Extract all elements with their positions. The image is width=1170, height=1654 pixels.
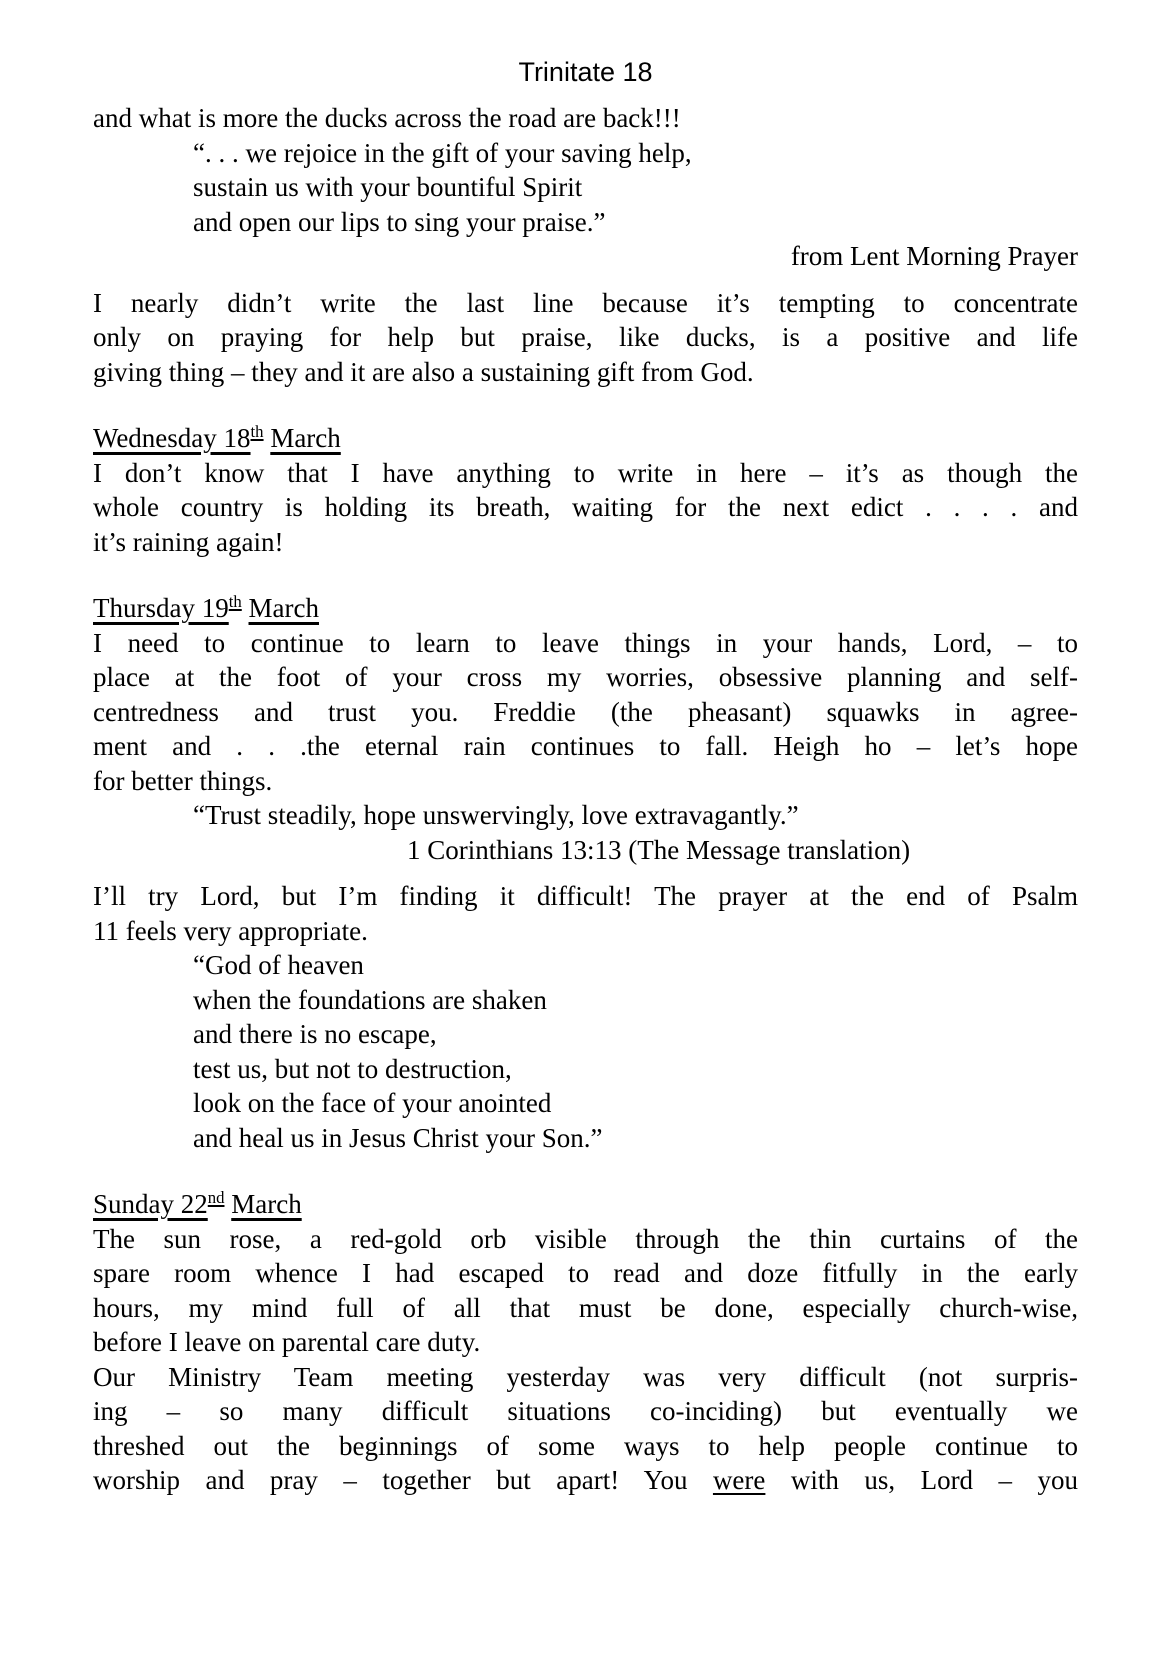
heading-text: March — [270, 423, 341, 453]
text-line: and what is more the ducks across the road are back!!! — [93, 103, 681, 133]
text-line: and heal us in Jesus Christ your Son.” — [193, 1122, 603, 1153]
text-line: I’ll try Lord, but I’m finding it difficult! The prayer at the end of Psalm — [93, 881, 1078, 911]
text-line: ing – so many difficult situations co-inciding) but eventually we — [93, 1396, 1078, 1426]
heading-text: Thursday 19 — [93, 593, 229, 623]
date-heading — [93, 585, 1078, 626]
paragraph — [93, 626, 1078, 799]
text-line: “Trust steadily, hope unswervingly, love extravagantly.” — [193, 800, 799, 830]
underlined-word: were — [712, 1465, 766, 1495]
text-line: I need to continue to learn to leave things in your hands, Lord, – to — [93, 627, 1078, 658]
text-line: when the foundations are shaken — [193, 984, 547, 1015]
text-line: and there is no escape, — [193, 1019, 437, 1049]
text-line: spare room whence I had escaped to read and doze fitfully in the early — [93, 1258, 1078, 1288]
page-title: Trinitate 18 — [518, 57, 653, 87]
text-line: centredness and trust you. Freddie (the pheasant) squawks in agree- — [93, 696, 1078, 727]
ordinal-superscript: th — [250, 422, 264, 441]
text-line: it’s raining again! — [93, 526, 284, 557]
quote-block — [93, 136, 1078, 240]
paragraph — [93, 1360, 1078, 1498]
paragraph — [93, 456, 1078, 560]
scripture-reference: 1 Corinthians 13:13 (The Message translation) — [407, 834, 911, 865]
text-segment: worship and pray – together but apart! You — [93, 1465, 713, 1495]
paragraph — [93, 286, 1078, 390]
text-line: I don’t know that I have anything to write in here – it’s as though the — [93, 457, 1078, 488]
text-line: giving thing – they and it are also a sustaining gift from God. — [93, 356, 754, 387]
text-line: I nearly didn’t write the last line because it’s tempting to concentrate — [93, 287, 1078, 318]
heading-text: Wednesday 18 — [93, 423, 251, 453]
text-line: sustain us with your bountiful Spirit — [193, 172, 583, 202]
attribution-line: from Lent Morning Prayer — [790, 241, 1078, 271]
paragraph — [93, 1222, 1078, 1360]
heading-text: Sunday 22 — [93, 1189, 208, 1219]
text-line: and open our lips to sing your praise.” — [193, 206, 606, 237]
paragraph — [93, 101, 1078, 136]
text-line: Our Ministry Team meeting yesterday was very difficult (not surpris- — [93, 1361, 1078, 1392]
text-line: before I leave on parental care duty. — [93, 1327, 481, 1357]
text-line: for better things. — [93, 765, 273, 796]
date-heading — [93, 415, 1078, 456]
text-line: The sun rose, a red-gold orb visible through the thin curtains of the — [93, 1223, 1078, 1254]
heading-text: March — [248, 593, 319, 623]
heading-text: March — [231, 1189, 302, 1219]
document-body — [93, 101, 1078, 1498]
ordinal-superscript: nd — [207, 1188, 225, 1207]
text-line: test us, but not to destruction, — [193, 1053, 512, 1084]
date-heading — [93, 1181, 1078, 1222]
ordinal-superscript: th — [228, 592, 242, 611]
text-line: whole country is holding its breath, waiting for the next edict . . . . and — [93, 492, 1078, 522]
quote-block — [93, 948, 1078, 1155]
text-line: 11 feels very appropriate. — [93, 915, 368, 946]
text-line: place at the foot of your cross my worries, obsessive planning and self- — [93, 662, 1078, 692]
quote-block — [93, 798, 1078, 833]
text-line: look on the face of your anointed — [193, 1088, 552, 1118]
text-segment: with us, Lord – you — [765, 1465, 1078, 1495]
text-line: “God of heaven — [193, 950, 364, 980]
text-line: ment and . . .the eternal rain continues to fall. Heigh ho – let’s hope — [93, 731, 1078, 761]
text-line: threshed out the beginnings of some ways to help people continue to — [93, 1430, 1078, 1461]
text-line: hours, my mind full of all that must be done, especially church-wise, — [93, 1292, 1078, 1323]
text-line — [93, 1463, 1078, 1498]
page-content — [93, 55, 1078, 1498]
paragraph — [93, 879, 1078, 948]
text-line: only on praying for help but praise, like ducks, is a positive and life — [93, 322, 1078, 352]
text-line: “. . . we rejoice in the gift of your saving help, — [193, 137, 692, 168]
